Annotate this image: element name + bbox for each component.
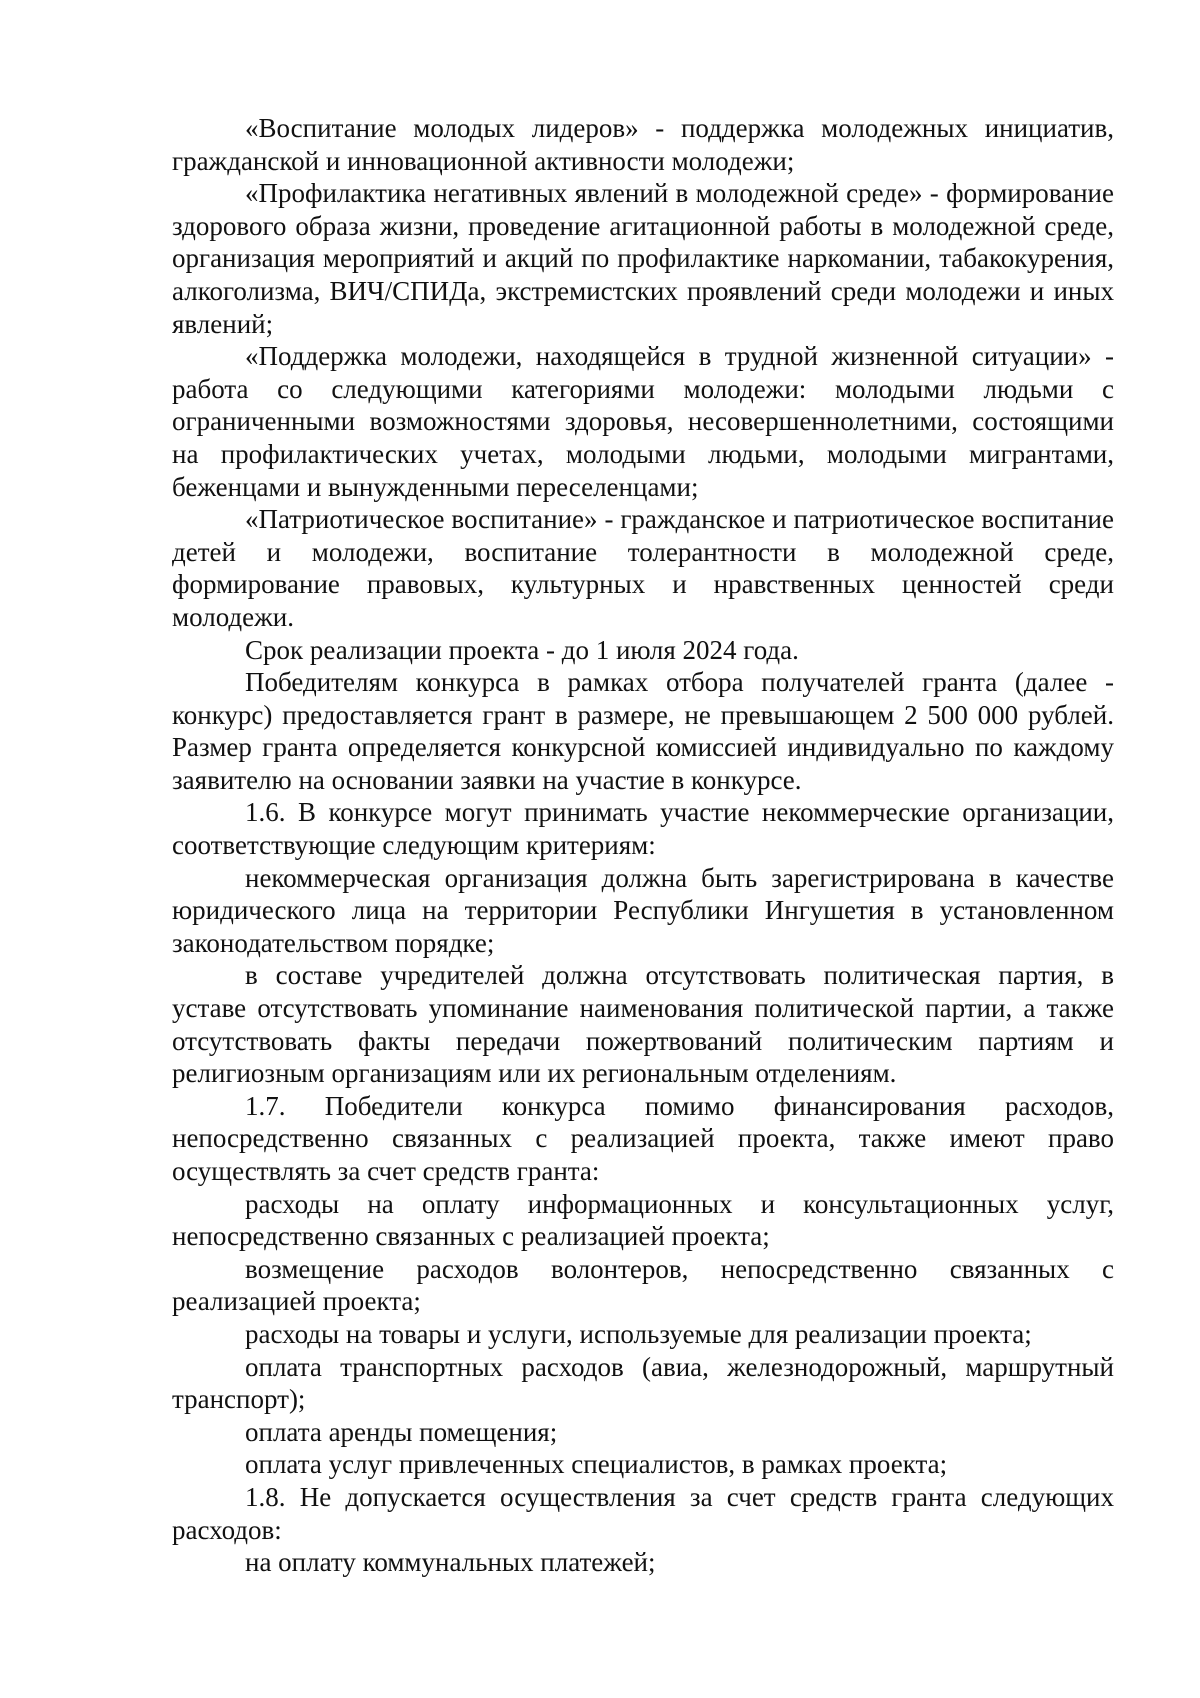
paragraph-program-hard-situation: «Поддержка молодежи, находящейся в трудной жизненной ситуации» - работа со следующими категориями молодежи: молодыми людьми с ограниченными возможностями здоровья, несовершеннолетними, состоящими на профилактических учетах, молодыми людьми, молодыми мигрантами, беженцами и вынужденными переселенцами; xyxy=(172,341,1114,502)
paragraph-expense-rent: оплата аренды помещения; xyxy=(245,1416,558,1447)
paragraph-expense-goods: расходы на товары и услуги, используемые для реализации проекта; xyxy=(245,1318,1032,1349)
paragraph-criteria-political: в составе учредителей должна отсутствовать политическая партия, в уставе отсутствовать упоминание наименования политической партии, а также отсутствовать факты передачи пожертвований политическим партиям и религиозным организациям или их региональным отделениям. xyxy=(172,960,1114,1089)
paragraph-section-1-7: 1.7. Победители конкурса помимо финансирования расходов, непосредственно связанных с реализацией проекта, также имеют право осуществлять за счет средств гранта: xyxy=(172,1090,1114,1186)
paragraph-program-patriotic: «Патриотическое воспитание» - гражданское и патриотическое воспитание детей и молодежи, воспитание толерантности в молодежной среде, формирование правовых, культурных и нравственных ценностей среди молодежи. xyxy=(172,504,1114,632)
paragraph-restricted-utilities: на оплату коммунальных платежей; xyxy=(245,1547,656,1578)
document-body xyxy=(172,112,1114,1579)
paragraph-expense-volunteers: возмещение расходов волонтеров, непосредственно связанных с реализацией проекта; xyxy=(172,1253,1114,1317)
paragraph-program-prevention: «Профилактика негативных явлений в молодежной среде» - формирование здорового образа жизни, проведение агитационной работы в молодежной среде, организация мероприятий и акций по профилактике наркомании, табакокурения, алкоголизма, ВИЧ/СПИДа, экстремистских проявлений среди молодежи и иных явлений; xyxy=(172,178,1114,339)
paragraph-project-deadline: Срок реализации проекта - до 1 июля 2024 года. xyxy=(245,634,799,665)
paragraph-section-1-6: 1.6. В конкурсе могут принимать участие некоммерческие организации, соответствующие следующим критериям: xyxy=(172,797,1114,861)
paragraph-section-1-8: 1.8. Не допускается осуществления за счет средств гранта следующих расходов: xyxy=(172,1481,1114,1545)
paragraph-grant-amount: Победителям конкурса в рамках отбора получателей гранта (далее - конкурс) предоставляется грант в размере, не превышающем 2 500 000 рублей. Размер гранта определяется конкурсной комиссией индивидуально по каждому заявителю на основании заявки на участие в конкурсе. xyxy=(172,667,1114,795)
paragraph-expense-transport: оплата транспортных расходов (авиа, железнодорожный, маршрутный транспорт); xyxy=(172,1351,1114,1415)
paragraph-program-youth-leaders: «Воспитание молодых лидеров» - поддержка молодежных инициатив, гражданской и инновационной активности молодежи; xyxy=(172,113,1114,176)
paragraph-criteria-registration: некоммерческая организация должна быть зарегистрирована в качестве юридического лица на территории Республики Ингушетия в установленном законодательством порядке; xyxy=(172,862,1114,958)
paragraph-expense-specialists: оплата услуг привлеченных специалистов, в рамках проекта; xyxy=(245,1449,948,1480)
paragraph-expense-info-services: расходы на оплату информационных и консультационных услуг, непосредственно связанных с реализацией проекта; xyxy=(172,1188,1114,1252)
